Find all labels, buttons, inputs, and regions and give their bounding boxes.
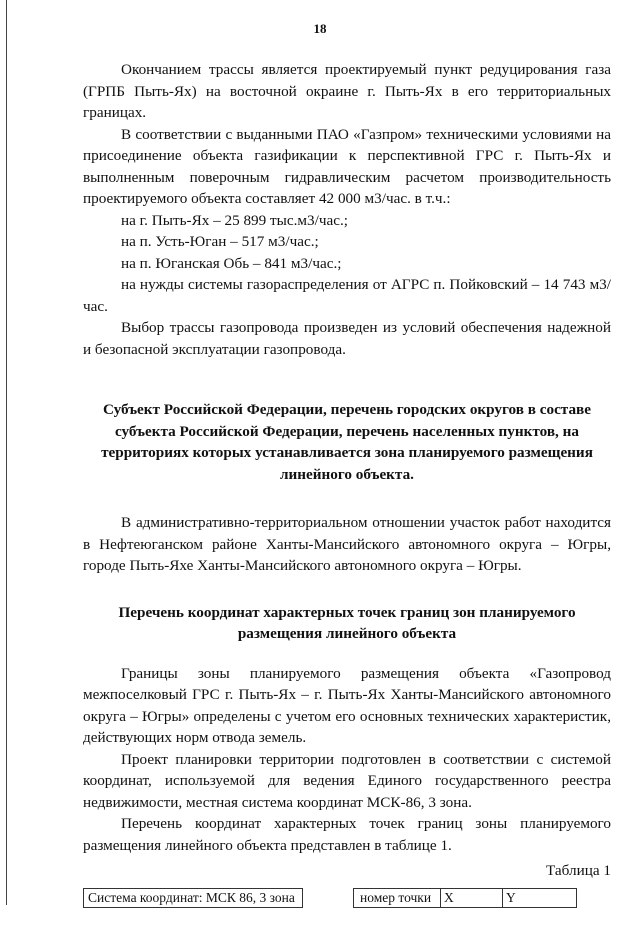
paragraph-zone-boundaries: Границы зоны планируемого размещения объекта «Газопровод межпоселковый ГРС г. Пыть-Ях – г. Пыть-Ях Ханты-Мансийского автономного округа – Югры» определены с учетом его основных технических характеристик, действующих норм отвода земель. [83, 664, 611, 746]
coordinate-system-cell: Система координат: МСК 86, 3 зона [83, 888, 303, 908]
paragraph-table-reference: Перечень координат характерных точек границ зоны планируемого размещения линейного объекта представлен в таблице 1. [83, 815, 611, 854]
page-number: 18 [313, 21, 327, 36]
point-number-header: номер точки [353, 888, 441, 908]
consumer-item-last: на нужды системы газораспределения от АГРС п. Пойковский – 14 743 м3/час. [83, 276, 611, 315]
paragraph-route-end: Окончанием трассы является проектируемый пункт редуцирования газа (ГРПБ Пыть-Ях) на восточной окраине г. Пыть-Ях в его территориальных границах. [83, 61, 611, 121]
consumer-item: на п. Юганская Обь – 841 м3/час.; [121, 254, 342, 272]
consumer-item: на п. Усть-Юган – 517 м3/час.; [121, 233, 319, 250]
paragraph-coordinate-system: Проект планировки территории подготовлен в соответствии с системой координат, используемой для ведения Единого государственного реестра недвижимости, местная система координат МСК-86, 3 зона. [83, 750, 611, 811]
section-heading-territory: Субъект Российской Федерации, перечень городских округов в составе субъекта Российской Федерации, перечень населенных пунктов, на территориях которых устанавливается зона планируемого размещения линейного объекта. [101, 401, 593, 483]
coordinates-table-header [83, 888, 611, 928]
page-edge-line [6, 0, 7, 905]
x-column-header: X [440, 888, 503, 908]
table-caption: Таблица 1 [546, 862, 611, 879]
y-column-header: Y [502, 888, 577, 908]
consumer-item: на г. Пыть-Ях – 25 899 тыс.м3/час.; [121, 211, 348, 229]
paragraph-location: В административно-территориальном отношении участок работ находится в Нефтеюганском районе Ханты-Мансийского автономного округа – Югры, городе Пыть-Яхе Ханты-Мансийского автономного округа – Югры. [83, 514, 611, 574]
document-body [83, 59, 611, 928]
paragraph-capacity: В соответствии с выданными ПАО «Газпром» техническими условиями на присоединение объекта газификации к перспективной ГРС г. Пыть-Ях и выполненным поверочным гидравлическим расчетом производительность проектируемого объекта составляет 42 000 м3/час. в т.ч.: [83, 125, 611, 207]
paragraph-route-choice: Выбор трассы газопровода произведен из условий обеспечения надежной и безопасной эксплуатации газопровода. [83, 319, 611, 358]
section-heading-coordinates: Перечень координат характерных точек границ зон планируемого размещения линейного объекта [118, 603, 576, 642]
